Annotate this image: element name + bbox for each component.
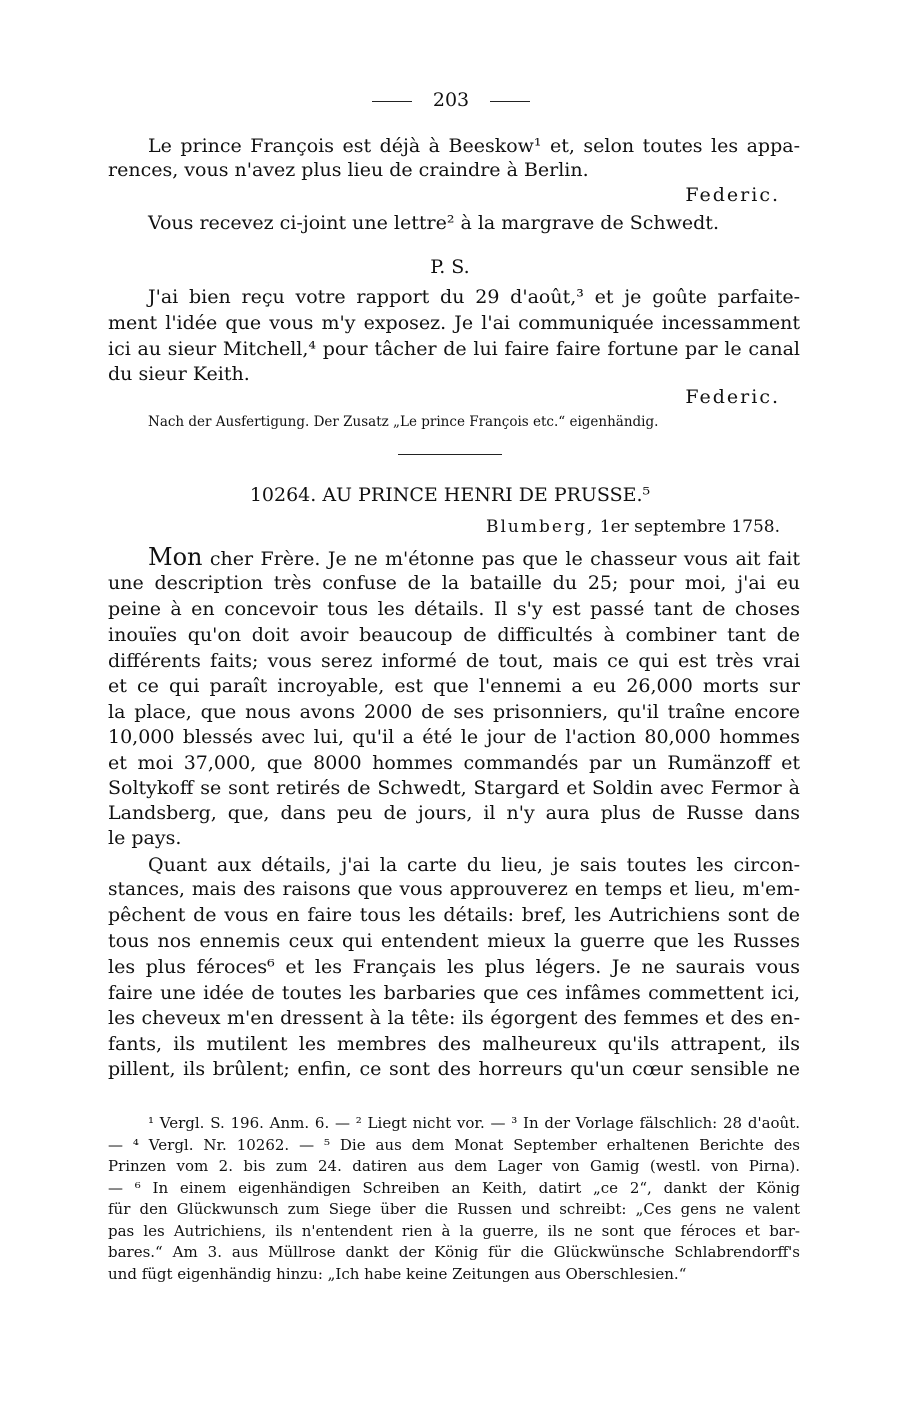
ps-line-1: J'ai bien reçu votre rapport du 29 d'août,³ et je goûte parfaite- <box>148 286 800 308</box>
letter-b-para1-line-3: peine à en concevoir tous les détails. Il s'y est passé tant de choses <box>108 598 800 620</box>
letter-a-signature: Federic. <box>685 184 780 206</box>
salutation-rest: cher Frère. Je ne m'étonne pas que le chasseur vous ait fait <box>209 548 800 570</box>
footnote-line-5: für den Glückwunsch zum Siege über die Russen und schreibt: „Ces gens ne valent <box>108 1200 800 1218</box>
letter-b-para2-line-5: les plus féroces⁶ et les Français les plus légers. Je ne saurais vous <box>108 956 800 978</box>
header-rule-right <box>490 101 530 102</box>
letter-b-para1-line-10: Soltykoff se sont retirés de Schwedt, Stargard et Soldin avec Fermor à <box>108 777 800 799</box>
footnote-line-8: und fügt eigenhändig hinzu: „Ich habe keine Zeitungen aus Oberschlesien.“ <box>108 1265 687 1283</box>
footnote-line-2: — ⁴ Vergl. Nr. 10262. — ⁵ Die aus dem Monat September erhaltenen Berichte des <box>108 1136 800 1154</box>
letter-b-para2-line-2: stances, mais des raisons que vous approuverez en temps et lieu, m'em- <box>108 879 800 900</box>
letter-b-para1-line-5: différents faits; vous serez informé de tout, mais ce qui est très vrai <box>108 650 800 672</box>
letter-b-para1-line-1 <box>148 545 800 571</box>
footnote-line-4: — ⁶ In einem eigenhändigen Schreiben an Keith, datirt „ce 2“, dankt der König <box>108 1179 800 1197</box>
letter-b-para2-line-6: faire une idée de toutes les barbaries que ces infâmes commettent ici, <box>108 982 800 1004</box>
letter-b-para1-line-9: et moi 37,000, que 8000 hommes commandés par un Rumänzoff et <box>108 752 800 774</box>
letter-b-para1-line-8: 10,000 blessés avec lui, qu'il a été le jour de l'action 80,000 hommes <box>108 726 800 748</box>
letter-b-para2-line-1: Quant aux détails, j'ai la carte du lieu, je sais toutes les circon- <box>148 854 800 876</box>
footnote-line-3: Prinzen vom 2. bis zum 24. datiren aus dem Lager von Gamig (westl. von Pirna). <box>108 1157 800 1175</box>
letter-b-dateline <box>440 515 780 539</box>
letter-b-para2-line-8: fants, ils mutilent les membres des malheureux qu'ils attrapent, ils <box>108 1033 800 1055</box>
letter-b-para1-line-6: et ce qui paraît incroyable, est que l'ennemi a eu 26,000 morts sur <box>108 675 800 697</box>
page-number: 203 <box>432 89 470 111</box>
letter-b-para2-line-7: les cheveux m'en dressent à la tête: ils égorgent des femmes et des en- <box>108 1007 800 1029</box>
letter-b-para2-line-4: tous nos ennemis ceux qui entendent mieux la guerre que les Russes <box>108 930 800 952</box>
footnote-line-7: bares.“ Am 3. aus Müllrose dankt der König für die Glückwünsche Schlabrendorff's <box>108 1243 800 1261</box>
dateline-date: 1er septembre 1758. <box>599 517 780 537</box>
letter-a-line-2: rences, vous n'avez plus lieu de craindre à Berlin. <box>108 159 589 181</box>
footnote-line-6: pas les Autrichiens, ils n'entendent rien à la guerre, ils ne sont que féroces et bar- <box>108 1222 800 1240</box>
letter-b-heading: 10264. AU PRINCE HENRI DE PRUSSE.⁵ <box>249 484 651 506</box>
ps-heading: P. S. <box>430 256 470 278</box>
letter-b-para1-line-11: Landsberg, que, dans peu de jours, il n'y aura plus de Russe dans <box>108 802 800 824</box>
letter-b-para1-line-2: une description très confuse de la bataille du 25; pour moi, j'ai eu <box>108 572 800 594</box>
section-separator <box>398 454 502 455</box>
letter-b-para2-line-9: pillent, ils brûlent; enfin, ce sont des horreurs qu'un cœur sensible ne <box>108 1058 800 1080</box>
letter-b-para1-line-4: inouïes qu'on doit avoir beaucoup de difficultés à combiner tant de <box>108 624 800 646</box>
ps-line-3: ici au sieur Mitchell,⁴ pour tâcher de lui faire faire fortune par le canal <box>108 338 800 360</box>
letter-b-para1-line-7: la place, que nous avons 2000 de ses prisonniers, qu'il traîne encore <box>108 701 800 723</box>
ps-line-2: ment l'idée que vous m'y exposez. Je l'ai communiquée incessamment <box>108 312 800 334</box>
letter-b-para2-line-3: pêchent de vous en faire tous les détails: bref, les Autrichiens sont de <box>108 904 800 926</box>
letter-a-enclosure: Vous recevez ci-joint une lettre² à la margrave de Schwedt. <box>148 212 719 234</box>
letter-b-para1-line-12: le pays. <box>108 827 182 849</box>
dateline-place: Blumberg, <box>486 517 595 537</box>
header-rule-left <box>372 101 412 102</box>
source-note: Nach der Ausfertigung. Der Zusatz „Le prince François etc.“ eigenhändig. <box>148 414 659 430</box>
footnote-line-1: ¹ Vergl. S. 196. Anm. 6. — ² Liegt nicht vor. — ³ In der Vorlage fälschlich: 28 d'août. <box>148 1114 800 1132</box>
letter-a-line-1: Le prince François est déjà à Beeskow¹ et, selon toutes les appa- <box>148 135 800 157</box>
salutation-initial: Mon <box>148 543 203 571</box>
ps-line-4: du sieur Keith. <box>108 363 250 385</box>
ps-signature: Federic. <box>685 386 780 408</box>
